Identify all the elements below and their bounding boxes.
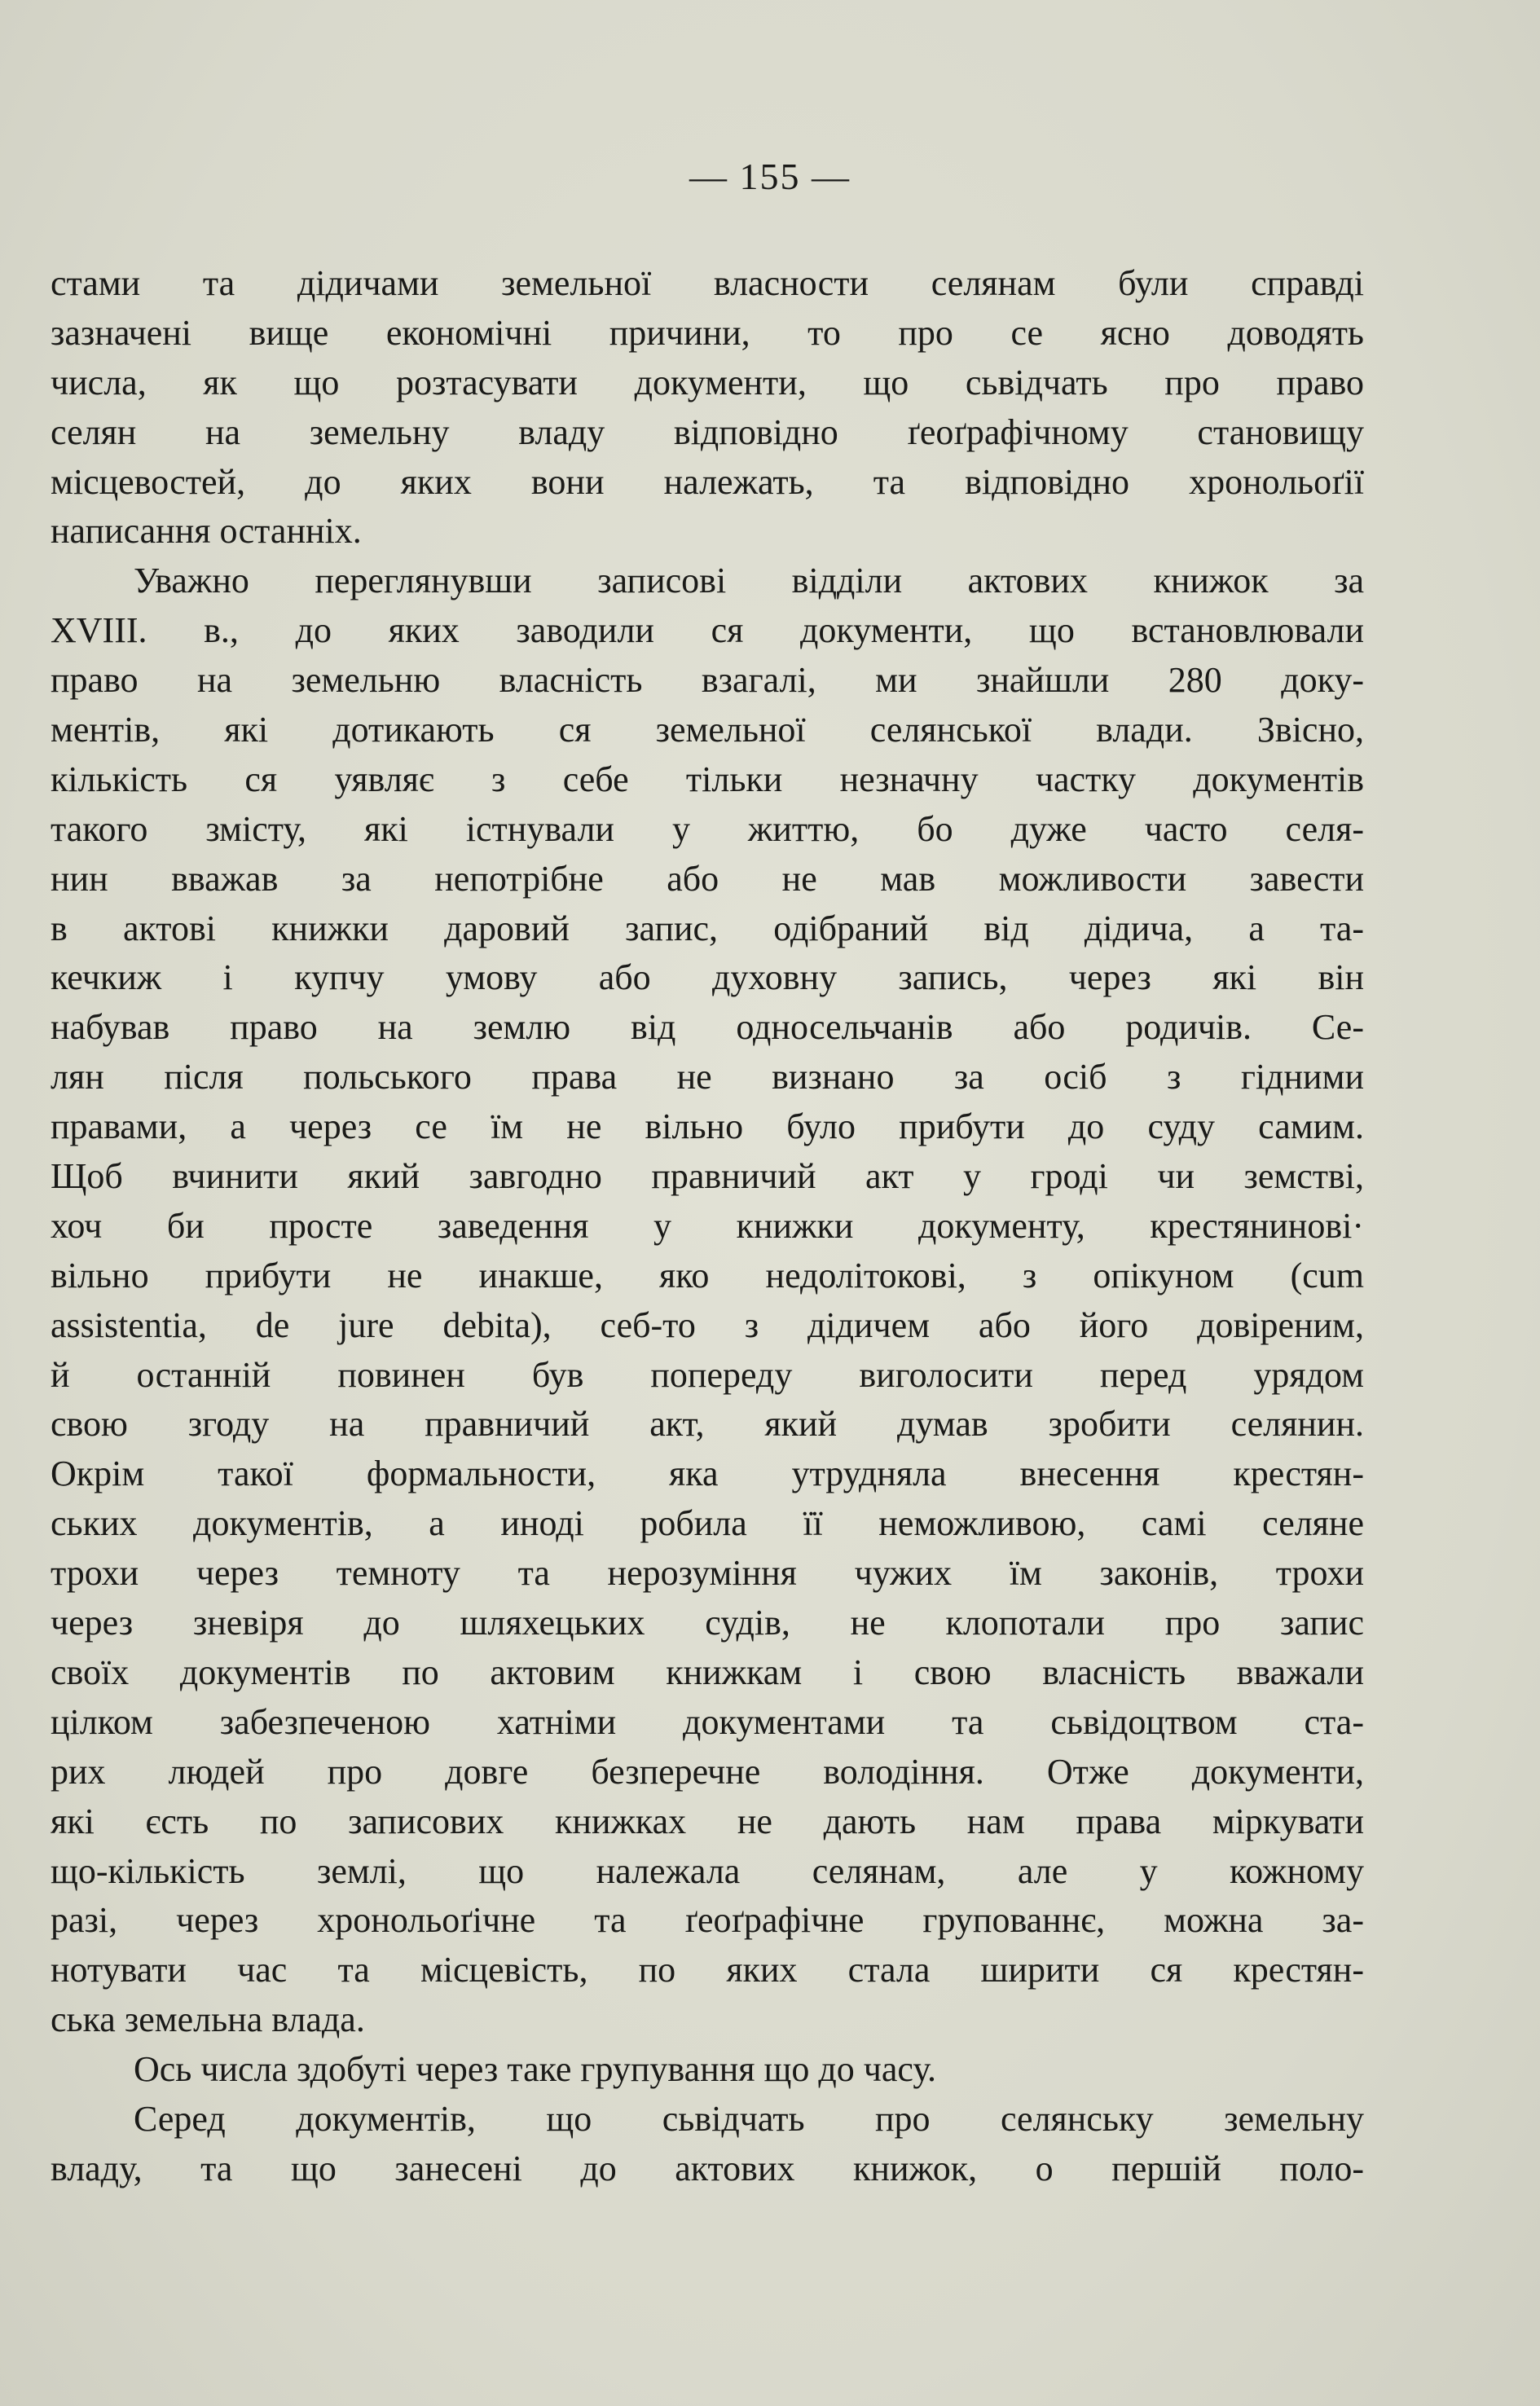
text-line: ських документів, а иноді робила її неможливою, самі селяне <box>51 1503 1364 1544</box>
text-line: кількість ся уявляє з себе тільки незначну частку документів <box>51 759 1364 799</box>
text-line: нин вважав за непотрібне або не мав можливости завести <box>51 858 1364 899</box>
page-number: — 155 — <box>689 156 851 197</box>
text-line: в актові книжки даровий запис, одібраний від дідича, а та- <box>51 908 1364 948</box>
text-line: Щоб вчинити який завгодно правничий акт у гроді чи земстві, <box>51 1156 1364 1197</box>
text-line: Ось числа здобуті через таке групування що до часу. <box>134 2049 936 2090</box>
text-line: такого змісту, які істнували у життю, бо дуже часто селя- <box>51 808 1364 849</box>
text-line: рих людей про довге безперечне володіння. Отже документи, <box>51 1751 1364 1792</box>
text-line: ментів, які дотикають ся земельної селянської влади. Звісно, <box>51 710 1364 750</box>
text-line: право на земельню власність взагалі, ми знайшли 280 доку- <box>51 660 1364 701</box>
text-line: через зневіря до шляхецьких судів, не клопотали про запис <box>51 1603 1364 1643</box>
text-line: які єсть по записових книжках не дають нам права міркувати <box>51 1801 1364 1841</box>
text-line: й останній повинен був попереду виголосити перед урядом <box>51 1354 1364 1395</box>
text-line: кечкиж і купчу умову або духовну запись, через які він <box>51 957 1364 998</box>
text-line: Окрім такої формальности, яка утрудняла внесення крестян- <box>51 1454 1364 1494</box>
text-line: місцевостей, до яких вони належать, та відповідно хронольоґії <box>51 461 1364 502</box>
text-line: що-кількість землі, що належала селянам, але у кожному <box>51 1850 1364 1891</box>
text-line: вільно прибути не инакше, яко недолітокові, з опікуном (cum <box>51 1255 1364 1295</box>
text-line: владу, та що занесені до актових книжок, о першій поло- <box>51 2148 1364 2188</box>
text-line: XVIII. в., до яких заводили ся документи, що встановлювали <box>51 610 1364 651</box>
text-line: нотувати час та місцевість, по яких стала ширити ся крестян- <box>51 1950 1364 1990</box>
text-line: числа, як що розтасувати документи, що сьвідчать про право <box>51 362 1364 402</box>
text-line: зазначені вище економічні причини, то про се ясно доводять <box>51 312 1364 353</box>
text-line: написання останніх. <box>51 511 362 552</box>
text-line: ська земельна влада. <box>51 1999 365 2040</box>
text-line: своїх документів по актовим книжкам і свою власність вважали <box>51 1652 1364 1692</box>
text-line: набував право на землю від односельчанів або родичів. Се- <box>51 1007 1364 1048</box>
text-line: разі, через хронольоґічне та ґеоґрафічне групованнє, можна за- <box>51 1900 1364 1941</box>
text-line: лян після польського права не визнано за осіб з гідними <box>51 1057 1364 1097</box>
text-line: селян на земельну владу відповідно ґеоґрафічному становищу <box>51 411 1364 452</box>
text-line: хоч би просте заведення у книжки документу, крестянинові· <box>51 1205 1364 1246</box>
text-line: свою згоду на правничий акт, який думав зробити селянин. <box>51 1404 1364 1445</box>
text-line: стами та дідичами земельної власности селянам були справді <box>51 263 1364 303</box>
text-line: правами, а через се їм не вільно було прибути до суду самим. <box>51 1106 1364 1147</box>
text-line: Уважно переглянувши записові відділи актових книжок за <box>134 561 1364 601</box>
body-text <box>51 259 1364 2194</box>
text-line: assistentia, de jure debita), себ-то з дідичем або його довіреним, <box>51 1304 1364 1345</box>
text-line: Серед документів, що сьвідчать про селянську земельну <box>134 2098 1364 2139</box>
text-line: цілком забезпеченою хатніми документами та сьвідоцтвом ста- <box>51 1701 1364 1742</box>
text-line: трохи через темноту та нерозуміння чужих їм законів, трохи <box>51 1553 1364 1594</box>
